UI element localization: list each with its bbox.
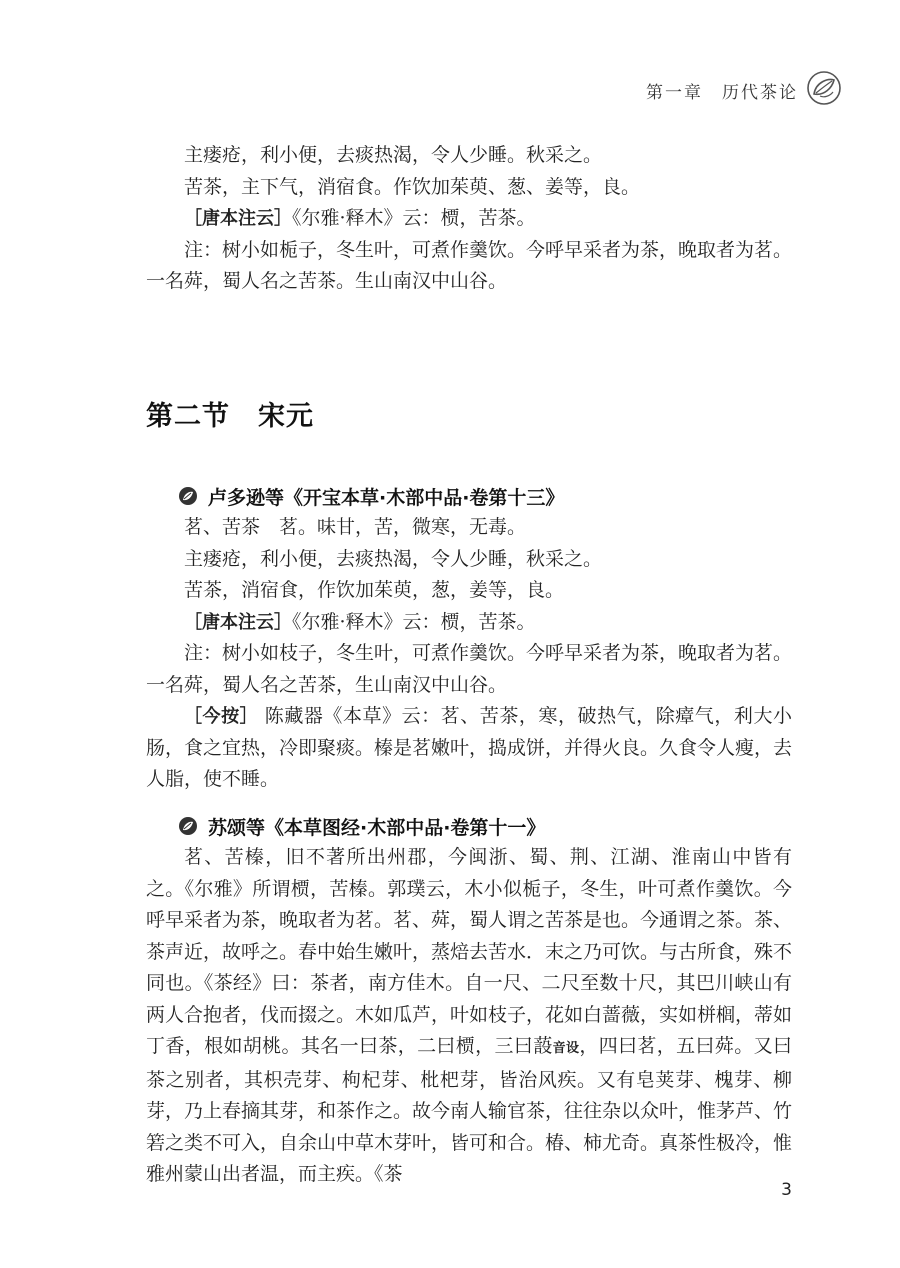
entry1-modern-note: [146, 701, 792, 796]
entry1-line-2: 主瘘疮，利小便，去痰热渴，令人少睡，秋采之。: [184, 547, 603, 570]
entry2-inline-note: 音设: [552, 1041, 580, 1056]
chapter-header-title: 第一章 历代茶论: [646, 83, 798, 103]
section-title: 第二节 宋元: [146, 401, 314, 432]
entry1-comment: 注：树小如枝子，冬生叶，可煮作羹饮。今呼早采者为茶，晚取者为茗。一名荈，蜀人名之苦茶，生山南汉中山谷。: [146, 642, 793, 696]
entry-bencao-tujing: [146, 810, 792, 1191]
page-number: 3: [781, 1180, 792, 1200]
entry-kaibao-bencao: [146, 480, 792, 796]
entry1-note-bracket: ［唐本注云］: [184, 611, 292, 633]
entry2-heading-text: 苏颂等《本草图经·木部中品·卷第十一》: [208, 816, 546, 839]
top-continuation: [146, 140, 792, 298]
leaf-bullet-icon: [178, 816, 198, 836]
top-paragraph-2: 苦茶，主下气，消宿食。作饮加茱萸、葱、姜等，良。: [184, 175, 641, 198]
tea-leaf-logo-icon: [806, 70, 842, 106]
entry2-text-after: ，四曰茗，五曰荈。又曰茶之别者，其枳壳芽、枸杞芽、枇杷芽，皆治风疾。又有皂荚芽、槐芽、柳芽，乃上春摘其芽，和茶作之。故今南人输官茶，往往杂以众叶，惟茅芦、竹箬之类不可入，自余山中草木芽叶，皆可和合。椿、柿尤奇。真茶性极冷，惟雅州蒙山出者温，而主疾。《茶: [146, 1035, 793, 1185]
entry1-heading: [178, 480, 792, 512]
entry2-body: [146, 842, 792, 1191]
top-note-bracket: ［唐本注云］: [184, 208, 292, 229]
leaf-bullet-icon: [178, 486, 198, 506]
entry1-line-1: 茗、苦茶 茗。味甘，苦，微寒，无毒。: [184, 516, 527, 538]
running-header: [0, 70, 900, 110]
top-note: [146, 203, 792, 235]
entry1-line-3: 苦茶，消宿食，作饮加茱萸，葱，姜等，良。: [184, 579, 565, 601]
top-note-text: 《尔雅·释木》云：槚，苦茶。: [292, 207, 536, 229]
entry1-note: [146, 607, 792, 639]
entry2-text-before: 茗、苦榛，旧不著所出州郡，今闽浙、蜀、荆、江湖、淮南山中皆有之。《尔雅》所谓槚，苦榛。郭璞云，木小似栀子，冬生，叶可煮作羹饮。今呼早采者为茶，晚取者为茗。茗、荈，蜀人谓之苦茶是也。今通谓之茶。茶、茶声近，故呼之。春中始生嫩叶，蒸焙去苦水．末之乃可饮。与古所食，殊不同也。《茶经》曰：茶者，南方佳木。自一尺、二尺至数十尺，其巴川峡山有两人合抱者，伐而掇之。木如瓜芦，叶如枝子，花如白蔷薇，实如栟榈，蒂如丁香，根如胡桃。其名一曰茶，二曰槚，三曰蔎: [146, 846, 793, 1057]
entry2-heading: [178, 810, 792, 842]
entry1-modern-text: 陈藏器《本草》云：茗、苦茶，寒，破热气，除瘴气，利大小肠，食之宜热，冷即聚痰。榛是茗嫩叶，捣成饼，并得火良。久食令人瘦，去人脂，使不睡。: [146, 705, 793, 790]
entry1-note-text: 《尔雅·释木》云：槚，苦茶。: [292, 610, 536, 633]
top-comment: 注：树小如栀子，冬生叶，可煮作羹饮。今呼早采者为茶，晚取者为茗。一名荈，蜀人名之苦茶。生山南汉中山谷。: [146, 238, 793, 292]
entry1-heading-text: 卢多逊等《开宝本草·木部中品·卷第十三》: [208, 486, 565, 509]
top-paragraph-1: 主瘘疮，利小便，去痰热渴，令人少睡。秋采之。: [184, 144, 603, 166]
entry1-modern-bracket: ［今按］: [184, 706, 259, 727]
